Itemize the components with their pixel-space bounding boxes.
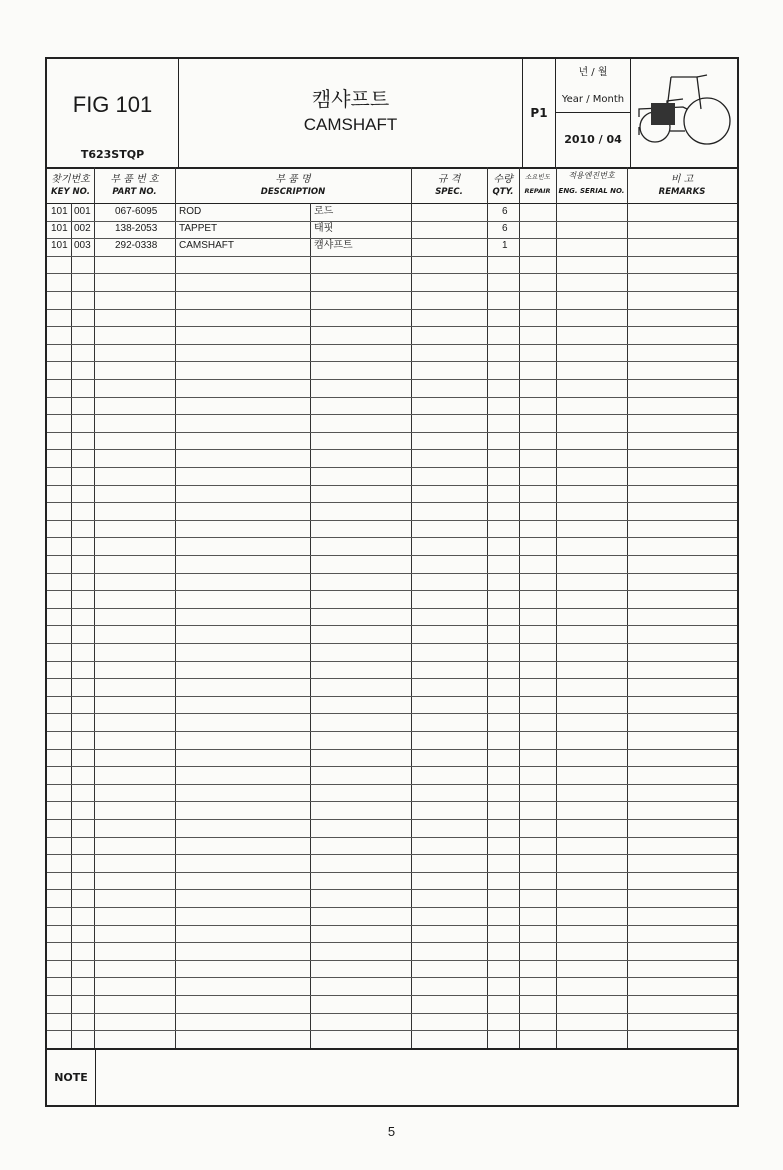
part-number: 292-0338 xyxy=(115,240,158,251)
grid-hline xyxy=(47,414,737,415)
description-english: TAPPET xyxy=(179,223,218,234)
date-cell xyxy=(556,59,631,167)
quantity: 6 xyxy=(502,206,508,217)
grid-hline xyxy=(47,854,737,855)
grid-hline xyxy=(47,696,737,697)
grid-hline xyxy=(47,643,737,644)
key-sub-number: 001 xyxy=(74,206,91,217)
grid-hline xyxy=(47,872,737,873)
date-label-english: Year / Month xyxy=(556,87,630,113)
grid-hline xyxy=(47,238,737,239)
date-label-korean: 년 / 월 xyxy=(578,67,608,78)
description-korean: 캠샤프트 xyxy=(314,240,353,251)
grid-hline xyxy=(47,749,737,750)
grid-hline xyxy=(47,432,737,433)
note-label: NOTE xyxy=(47,1050,96,1105)
figure-label: FIG 101 xyxy=(72,92,153,117)
grid-hline xyxy=(47,379,737,380)
description-english: ROD xyxy=(179,206,202,217)
grid-hline xyxy=(47,590,737,591)
grid-hline xyxy=(47,960,737,961)
grid-hline xyxy=(47,573,737,574)
grid-hline xyxy=(47,661,737,662)
grid-hline xyxy=(47,977,737,978)
quantity: 6 xyxy=(502,223,508,234)
grid-hline xyxy=(47,784,737,785)
grid-hline xyxy=(47,520,737,521)
note-section xyxy=(47,1048,737,1105)
model-code: T623STQP xyxy=(80,148,145,161)
grid-hline xyxy=(47,326,737,327)
grid-hline xyxy=(47,291,737,292)
col-remarks-header: 비 고 REMARKS xyxy=(658,174,706,197)
key-sub-number: 003 xyxy=(74,240,91,251)
page-number: 5 xyxy=(387,1124,396,1139)
description-korean: 로드 xyxy=(314,206,334,217)
grid-hline xyxy=(47,344,737,345)
tractor-picture-cell xyxy=(631,59,737,167)
col-part-header: 부 품 번 호 PART NO. xyxy=(110,174,159,197)
title-english: CAMSHAFT xyxy=(303,115,398,134)
col-serial-header: 적용엔진번호 ENG. SERIAL NO. xyxy=(558,171,625,195)
grid-hline xyxy=(47,256,737,257)
grid-hline xyxy=(47,361,737,362)
grid-hline xyxy=(47,889,737,890)
grid-hline xyxy=(47,485,737,486)
title-korean: 캠샤프트 xyxy=(311,87,390,111)
grid-hline xyxy=(47,907,737,908)
grid-hline xyxy=(47,397,737,398)
grid-hline xyxy=(47,625,737,626)
key-number: 101 xyxy=(51,223,68,234)
key-sub-number: 002 xyxy=(74,223,91,234)
key-number: 101 xyxy=(51,240,68,251)
col-repair-header: 소요빈도 REPAIR xyxy=(524,173,551,195)
grid-hline xyxy=(47,273,737,274)
grid-hline xyxy=(47,555,737,556)
col-spec-header: 규 격 SPEC. xyxy=(435,174,463,197)
col-desc-header: 부 품 명 DESCRIPTION xyxy=(260,174,326,197)
parts-sheet xyxy=(45,57,739,1107)
quantity: 1 xyxy=(502,240,508,251)
grid-hline xyxy=(47,502,737,503)
date-value: 2010 / 04 xyxy=(564,133,622,146)
grid-hline xyxy=(47,608,737,609)
key-split-line xyxy=(71,203,72,1050)
description-english: CAMSHAFT xyxy=(179,240,234,251)
grid-hline xyxy=(47,819,737,820)
part-number: 067-6095 xyxy=(115,206,158,217)
col-key-header: 찾기번호 KEY NO. xyxy=(51,174,90,197)
grid-hline xyxy=(47,801,737,802)
sheet-header xyxy=(47,59,737,169)
grid-hline xyxy=(47,837,737,838)
grid-hline xyxy=(47,309,737,310)
col-qty-header: 수량 QTY. xyxy=(492,174,514,197)
page-code: P1 xyxy=(530,106,548,120)
grid-hline xyxy=(47,942,737,943)
grid-hline xyxy=(47,995,737,996)
column-header xyxy=(47,167,737,204)
grid-hline xyxy=(47,467,737,468)
grid-hline xyxy=(47,678,737,679)
grid-hline xyxy=(47,221,737,222)
part-number: 138-2053 xyxy=(115,223,158,234)
grid-vline xyxy=(310,203,311,1050)
key-number: 101 xyxy=(51,206,68,217)
figure-cell xyxy=(47,59,179,167)
grid-hline xyxy=(47,1013,737,1014)
grid-hline xyxy=(47,1030,737,1031)
page-cell xyxy=(523,59,556,167)
title-cell xyxy=(179,59,523,167)
grid-hline xyxy=(47,449,737,450)
tractor-icon xyxy=(637,69,733,149)
grid-hline xyxy=(47,731,737,732)
grid-hline xyxy=(47,766,737,767)
grid-hline xyxy=(47,925,737,926)
description-korean: 태핏 xyxy=(314,223,334,234)
parts-grid xyxy=(47,203,737,1050)
grid-hline xyxy=(47,713,737,714)
grid-hline xyxy=(47,537,737,538)
